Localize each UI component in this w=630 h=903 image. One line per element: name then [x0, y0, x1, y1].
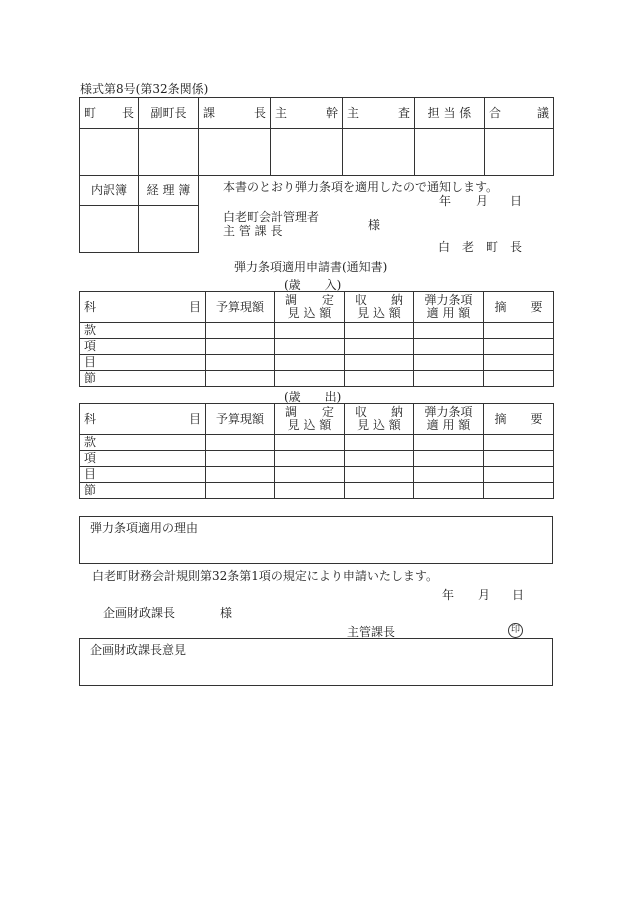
rev-row-moku: 目	[80, 355, 206, 371]
stamp-cell-mayor[interactable]	[80, 129, 139, 176]
exp-row-kan: 款	[80, 435, 206, 451]
rev-col-budget: 予算現額	[206, 292, 275, 323]
ledger1-cell[interactable]	[80, 206, 139, 253]
exp-col-payment: 収 納 見 込 額	[345, 404, 414, 435]
header-inspector: 主 査	[343, 98, 415, 129]
stamp-cell-deputy[interactable]	[139, 129, 199, 176]
ledger1-label: 内訳簿	[80, 176, 139, 206]
exp-col-budget: 予算現額	[206, 404, 275, 435]
expenditure-caption: (歳 出)	[284, 390, 342, 404]
from-label: 主管課長	[347, 625, 396, 639]
approval-table	[79, 97, 554, 253]
rev-row-setsu: 節	[80, 371, 206, 387]
seal-icon: 印	[508, 623, 523, 638]
rev-col-remarks: 摘 要	[484, 292, 554, 323]
ledger2-label: 経 理 簿	[139, 176, 199, 206]
exp-row-setsu: 節	[80, 483, 206, 499]
exp-col-remarks: 摘 要	[484, 404, 554, 435]
stamp-cell-supervisor[interactable]	[271, 129, 343, 176]
addressee-chief: 主 管 課 長	[223, 224, 283, 238]
exp-col-kamoku: 科 目	[80, 404, 206, 435]
stamp-cell-staff[interactable]	[415, 129, 485, 176]
notice-text: 本書のとおり弾力条項を適用したので通知します。	[223, 180, 499, 194]
header-supervisor: 主 幹	[271, 98, 343, 129]
rev-col-adjust: 調 定 見 込 額	[275, 292, 345, 323]
rev-row-kou: 項	[80, 339, 206, 355]
rev-row-kan: 款	[80, 323, 206, 339]
opinion-box[interactable]	[79, 638, 553, 686]
expenditure-table	[79, 403, 554, 499]
form-number: 様式第8号(第32条関係)	[80, 82, 209, 96]
header-mayor: 町 長	[80, 98, 139, 129]
to-finance: 企画財政課長	[103, 606, 176, 620]
exp-col-apply: 弾力条項 適 用 額	[414, 404, 484, 435]
exp-row-kou: 項	[80, 451, 206, 467]
signer-mayor: 白 老 町 長	[438, 240, 523, 254]
exp-col-adjust: 調 定 見 込 額	[275, 404, 345, 435]
stamp-cell-chief[interactable]	[199, 129, 271, 176]
rev-col-receipt: 収 納 見 込 額	[345, 292, 414, 323]
header-consultation: 合 議	[485, 98, 554, 129]
stamp-cell-inspector[interactable]	[343, 129, 415, 176]
rev-col-apply: 弾力条項 適 用 額	[414, 292, 484, 323]
opinion-label: 企画財政課長意見	[90, 643, 187, 657]
revenue-caption: (歳 入)	[284, 278, 342, 292]
header-deputy-mayor: 副町長	[139, 98, 199, 129]
exp-row-moku: 目	[80, 467, 206, 483]
header-staff: 担 当 係	[415, 98, 485, 129]
reason-box[interactable]	[79, 516, 553, 564]
form-title: 弾力条項適用申請書(通知書)	[234, 260, 388, 274]
header-section-chief: 課 長	[199, 98, 271, 129]
ledger2-cell[interactable]	[139, 206, 199, 253]
rev-col-kamoku: 科 目	[80, 292, 206, 323]
addressee-accounting: 白老町会計管理者	[223, 210, 320, 224]
statement: 白老町財務会計規則第32条第1項の規定により申請いたします。	[92, 569, 438, 583]
revenue-table	[79, 291, 554, 387]
stamp-cell-consultation[interactable]	[485, 129, 554, 176]
reason-label: 弾力条項適用の理由	[90, 521, 199, 535]
